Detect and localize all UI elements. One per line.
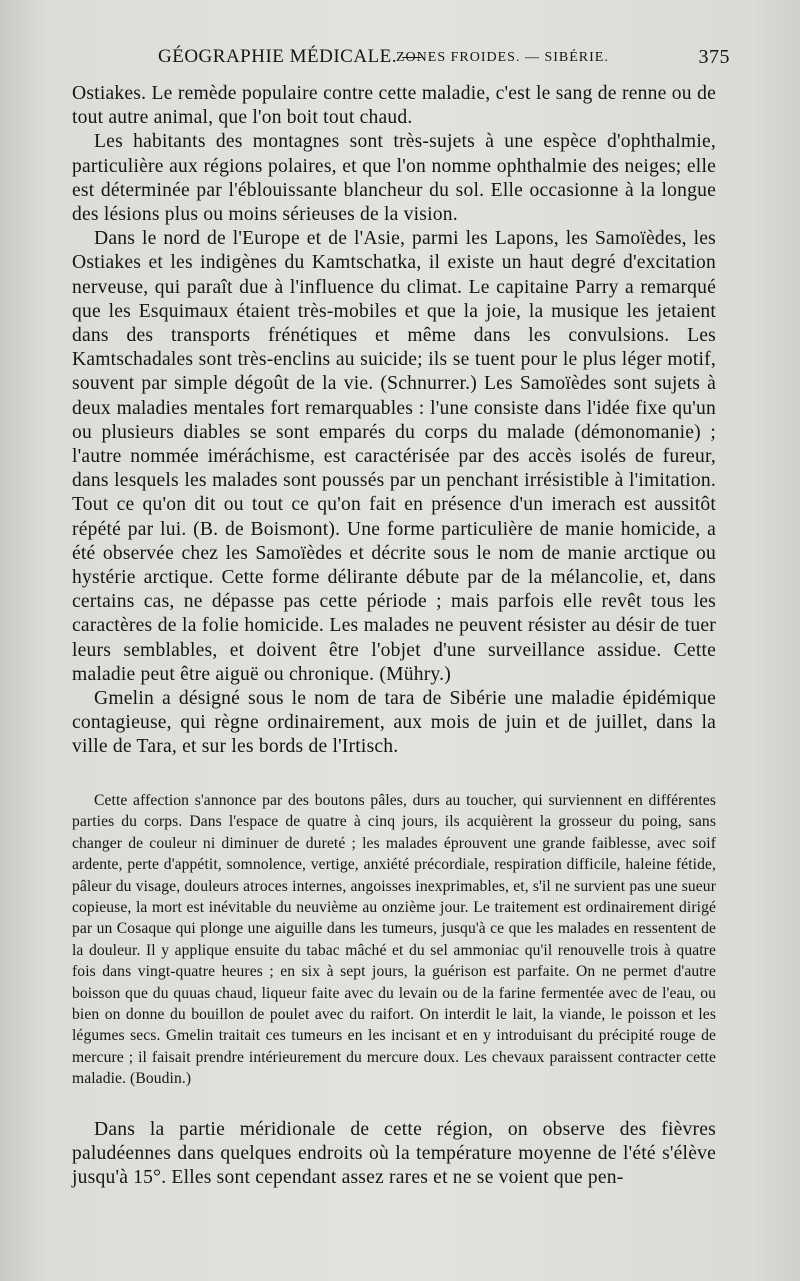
paragraph-3: Dans le nord de l'Europe et de l'Asie, parmi les Lapons, les Samoïèdes, les Ostiakes et les indigènes du Kamtschatka, il existe un haut degré d'excitation nerveuse, qui paraît due à l'influence du climat. Le capitaine Parry a remarqué que les Esquimaux étaient très-mobiles et que la joie, la musique les jetaient dans des transports frénétiques et même dans les convulsions. Les Kamtschadales sont très-enclins au suicide; ils se tuent pour le plus léger motif, souvent par simple dégoût de la vie. (Schnurrer.) Les Samoïèdes sont sujets à deux maladies mentales fort remarquables : l'une consiste dans l'idée fixe qu'un ou plusieurs diables se sont emparés du corps du malade (démonomanie) ; l'autre nommée iméráchisme, est caractérisée par des accès isolés de fureur, dans lesquels les malades sont poussés par un penchant irrésistible à l'imitation. Tout ce qu'on dit ou tout ce qu'on fait en présence d'un imerach est aussitôt répété par lui. (B. de Boismont). Une forme particulière de manie homicide, a été observée chez les Samoïèdes et décrite sous le nom de manie arctique ou hystérie arctique. Cette forme délirante débute par de la mélancolie, et, dans certains cas, ne dépasse pas cette période ; mais parfois elle revêt tous les caractères de la folie homicide. Les malades ne peuvent résister au désir de tuer leurs semblables, et doivent être l'objet d'une surveillance assidue. Cette maladie peut être aiguë ou chronique. (Mühry.) — [72, 228, 716, 685]
final-paragraph: Dans la partie méridionale de cette région, on observe des fièvres paludéennes dans quelques endroits où la température moyenne de l'été s'élève jusqu'à 15°. Elles sont cependant assez rares et ne se voient que pen- — [72, 1119, 716, 1189]
running-head-subtitle: ZONES FROIDES. — SIBÉRIE. — [396, 50, 609, 65]
paragraph-2: Les habitants des montagnes sont très-sujets à une espèce d'ophthalmie, particulière aux régions polaires, et que l'on nomme ophthalmie des neiges; elle est déterminée par l'éblouissante blancheur du sol. Elle occasionne à la longue des lésions plus ou moins sérieuses de la vision. — [72, 131, 716, 226]
page-number: 375 — [698, 46, 730, 68]
small-print-note: Cette affection s'annonce par des boutons pâles, durs au toucher, qui surviennent en différentes parties du corps. Dans l'espace de quatre à cinq jours, ils acquièrent la grosseur du poing, sans changer de couleur ni diminuer de dureté ; les malades éprouvent une grande faiblesse, avec soif ardente, perte d'appétit, somnolence, vertige, anxiété précordiale, respiration difficile, haleine fétide, pâleur du visage, douleurs atroces internes, angoisses inexprimables, et, s'il ne survient pas une sueur copieuse, la mort est inévitable du neuvième au onzième jour. Le traitement est ordinairement dirigé par un Cosaque qui plonge une aiguille dans les tumeurs, jusqu'à ce que les malades en ressentent de la douleur. Il y applique ensuite du tabac mâché et du sel ammoniac qu'il renouvelle trois à quatre fois dans vingt-quatre heures ; en six à sept jours, la guérison est parfaite. On ne permet d'autre boisson que du quuas chaud, liqueur faite avec du levain ou de la farine fermentée avec de l'eau, ou bien on donne du bouillon de poulet avec du raifort. On interdit le lait, la viande, le poisson et les légumes secs. Gmelin traitait ces tumeurs en les incisant et en y introduisant du précipité rouge de mercure ; il faisait prendre intérieurement du mercure doux. Les chevaux paraissent contracter cette maladie. (Boudin.) — [72, 792, 716, 1088]
main-text — [72, 82, 716, 760]
paragraph-1: Ostiakes. Le remède populaire contre cette maladie, c'est le sang de renne ou de tout autre animal, que l'on boit tout chaud. — [72, 83, 716, 129]
running-head-title: GÉOGRAPHIE MÉDICALE. — — [158, 46, 422, 67]
paragraph-4: Gmelin a désigné sous le nom de tara de Sibérie une maladie épidémique contagieuse, qui règne ordinairement, aux mois de juin et de juillet, dans la ville de Tara, et sur les bords de l'Irtisch. — [72, 688, 716, 758]
running-head — [70, 46, 730, 74]
